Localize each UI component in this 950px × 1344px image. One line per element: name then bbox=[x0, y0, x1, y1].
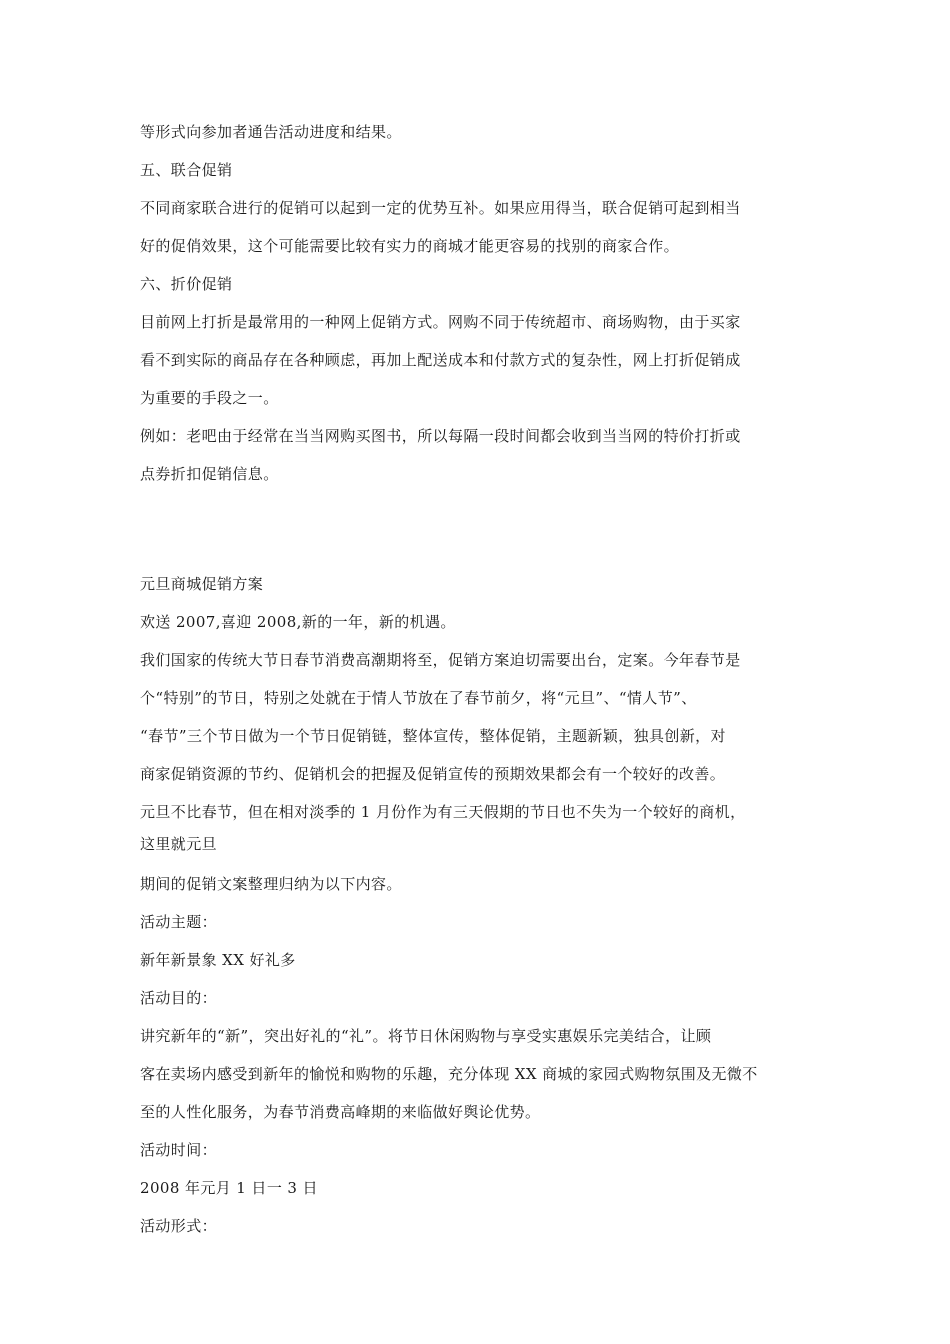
text-line: 不同商家联合进行的促销可以起到一定的优势互补。如果应用得当，联合促销可起到相当 bbox=[140, 199, 741, 217]
field-label: 活动主题： bbox=[140, 913, 218, 931]
document-title: 元旦商城促销方案 bbox=[140, 575, 264, 593]
text-line: 欢送 2007,喜迎 2008,新的一年，新的机遇。 bbox=[140, 613, 456, 631]
text-line: 为重要的手段之一。 bbox=[140, 389, 279, 407]
field-label: 活动目的： bbox=[140, 989, 218, 1007]
section-heading: 五、联合促销 bbox=[140, 161, 233, 179]
text-line: 个“特别”的节日，特别之处就在于情人节放在了春节前夕，将“元旦”、“情人节”、 bbox=[140, 689, 697, 707]
text-line: 看不到实际的商品存在各种顾虑，再加上配送成本和付款方式的复杂性，网上打折促销成 bbox=[140, 351, 741, 369]
text-line: 至的人性化服务，为春节消费高峰期的来临做好舆论优势。 bbox=[140, 1103, 541, 1121]
field-label: 活动形式： bbox=[140, 1217, 218, 1235]
text-line: “春节”三个节日做为一个节日促销链，整体宣传，整体促销，主题新颖，独具创新，对 bbox=[140, 727, 726, 745]
text-line: 我们国家的传统大节日春节消费高潮期将至，促销方案迫切需要出台，定案。今年春节是 bbox=[140, 651, 741, 669]
text-line: 目前网上打折是最常用的一种网上促销方式。网购不同于传统超市、商场购物，由于买家 bbox=[140, 313, 741, 331]
text-line: 客在卖场内感受到新年的愉悦和购物的乐趣，充分体现 XX 商城的家园式购物氛围及无微不 bbox=[140, 1065, 758, 1083]
text-line: 元旦不比春节，但在相对淡季的 1 月份作为有三天假期的节日也不失为一个较好的商机， bbox=[140, 803, 746, 821]
text-line: 期间的促销文案整理归纳为以下内容。 bbox=[140, 875, 402, 893]
text-line: 等形式向参加者通告活动进度和结果。 bbox=[140, 123, 402, 141]
text-line: 商家促销资源的节约、促销机会的把握及促销宣传的预期效果都会有一个较好的改善。 bbox=[140, 765, 726, 783]
field-value: 新年新景象 XX 好礼多 bbox=[140, 951, 296, 969]
text-line: 点券折扣促销信息。 bbox=[140, 465, 279, 483]
text-line: 好的促俏效果，这个可能需要比较有实力的商城才能更容易的找别的商家合作。 bbox=[140, 237, 680, 255]
text-line: 这里就元旦 bbox=[140, 835, 218, 853]
text-line: 讲究新年的“新”，突出好礼的“礼”。将节日休闲购物与享受实惠娱乐完美结合，让顾 bbox=[140, 1027, 712, 1045]
text-line: 例如：老吧由于经常在当当网购买图书，所以每隔一段时间都会收到当当网的特价打折或 bbox=[140, 427, 741, 445]
section-heading: 六、折价促销 bbox=[140, 275, 233, 293]
field-label: 活动时间： bbox=[140, 1141, 218, 1159]
field-value: 2008 年元月 1 日一 3 日 bbox=[140, 1179, 318, 1197]
